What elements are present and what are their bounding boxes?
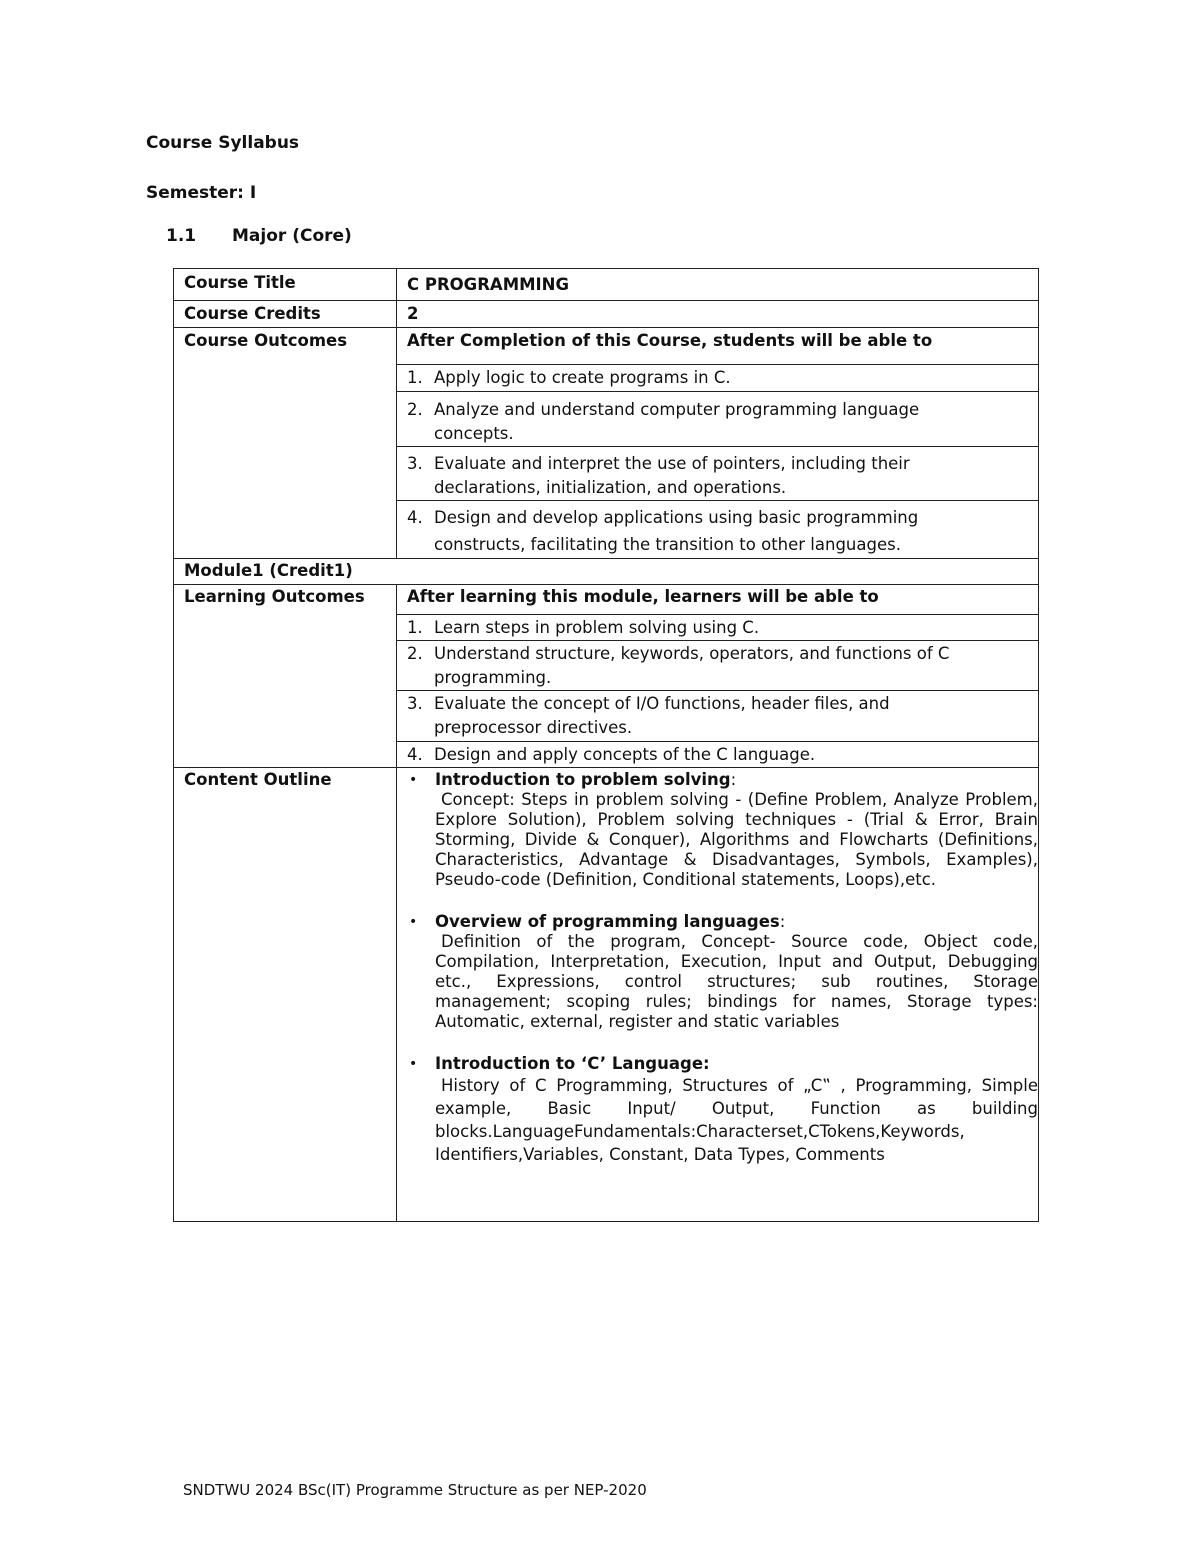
learning-text: Evaluate the concept of I/O functions, header files, and preprocessor directives. xyxy=(434,694,890,737)
topic-colon: : xyxy=(730,770,737,789)
learning-text: Understand structure, keywords, operators, and functions of C programming. xyxy=(434,644,950,687)
outcome-text: Apply logic to create programs in C. xyxy=(434,368,731,387)
bullet-icon: • xyxy=(409,772,418,788)
module-label: Module1 (Credit1) xyxy=(184,561,353,580)
course-title-row xyxy=(174,269,1039,301)
learning-outcomes-heading: After learning this module, learners will be able to xyxy=(407,587,879,606)
topic-colon: : xyxy=(779,912,786,931)
section-number: 1.1 xyxy=(166,226,197,246)
learning-text: Learn steps in problem solving using C. xyxy=(434,618,760,637)
outcome-text: Design and develop applications using basic programming constructs, facilitating the transition to other languages. xyxy=(434,508,919,554)
course-credits-row xyxy=(174,301,1039,328)
learning-outcomes-label: Learning Outcomes xyxy=(184,587,365,606)
module-row xyxy=(174,559,1039,585)
section-title: Major (Core) xyxy=(232,226,352,246)
semester-heading: Semester: I xyxy=(146,183,257,203)
topic-title: Introduction to ‘C’ Language: xyxy=(435,1054,710,1073)
topic-text: Definition of the program, Concept- Source code, Object code, Compilation, Interpretation, Execution, Input and Output, Debugging etc., Expressions, control structures; sub routines, Storage management; scoping rules; bindings for names, Storage types: Automatic, external, register and static variables xyxy=(435,932,1038,1031)
course-credits-label: Course Credits xyxy=(184,304,321,323)
outcome-text: Evaluate and interpret the use of pointers, including their declarations, initialization, and operations. xyxy=(434,454,910,497)
course-outcomes-heading: After Completion of this Course, students will be able to xyxy=(407,331,933,350)
outcome-text: Analyze and understand computer programming language concepts. xyxy=(434,400,920,443)
course-credits-value: 2 xyxy=(407,304,419,323)
topic-item xyxy=(407,912,1038,1032)
outcome-number: 3. xyxy=(407,454,423,473)
outcome-number: 2. xyxy=(407,400,423,419)
content-outline xyxy=(397,768,1039,1222)
content-outline-label: Content Outline xyxy=(184,770,332,789)
page-footer: SNDTWU 2024 BSc(IT) Programme Structure as per NEP-2020 xyxy=(183,1481,647,1499)
topic-item xyxy=(407,1054,1038,1166)
course-outcomes-label: Course Outcomes xyxy=(184,331,348,350)
outcome-number: 4. xyxy=(407,508,423,527)
learning-outcomes-row xyxy=(174,585,1039,615)
content-outline-row xyxy=(174,768,1039,1222)
course-outcomes-row xyxy=(174,328,1039,365)
topic-text: History of C Programming, Structures of „C‟ , Programming, Simple example, Basic Input/ Output, Function as building blocks.LanguageFundamentals:Characterset,CTokens,Keywords, Identifiers,Variables, Constant, Data Types, Comments xyxy=(435,1076,1038,1164)
bullet-icon: • xyxy=(409,1056,418,1072)
syllabus-table xyxy=(173,268,1039,1222)
learning-number: 3. xyxy=(407,694,423,713)
learning-number: 1. xyxy=(407,618,423,637)
outcome-number: 1. xyxy=(407,368,423,387)
course-title-value: C PROGRAMMING xyxy=(407,275,570,294)
course-title-label: Course Title xyxy=(184,273,296,292)
topic-title: Overview of programming languages xyxy=(435,912,780,931)
topic-title: Introduction to problem solving xyxy=(435,770,731,789)
topic-item xyxy=(407,770,1038,890)
learning-text: Design and apply concepts of the C language. xyxy=(434,745,816,764)
learning-number: 2. xyxy=(407,644,423,663)
page-title: Course Syllabus xyxy=(146,133,300,153)
learning-number: 4. xyxy=(407,745,423,764)
bullet-icon: • xyxy=(409,914,418,930)
section-heading xyxy=(166,226,352,246)
topic-text: Concept: Steps in problem solving - (Define Problem, Analyze Problem, Explore Solution), Problem solving techniques - (Trial & Error, Brain Storming, Divide & Conquer), Algorithms and Flowcharts (Definitions, Characteristics, Advantage & Disadvantages, Symbols, Examples), Pseudo-code (Definition, Conditional statements, Loops),etc. xyxy=(435,790,1038,889)
